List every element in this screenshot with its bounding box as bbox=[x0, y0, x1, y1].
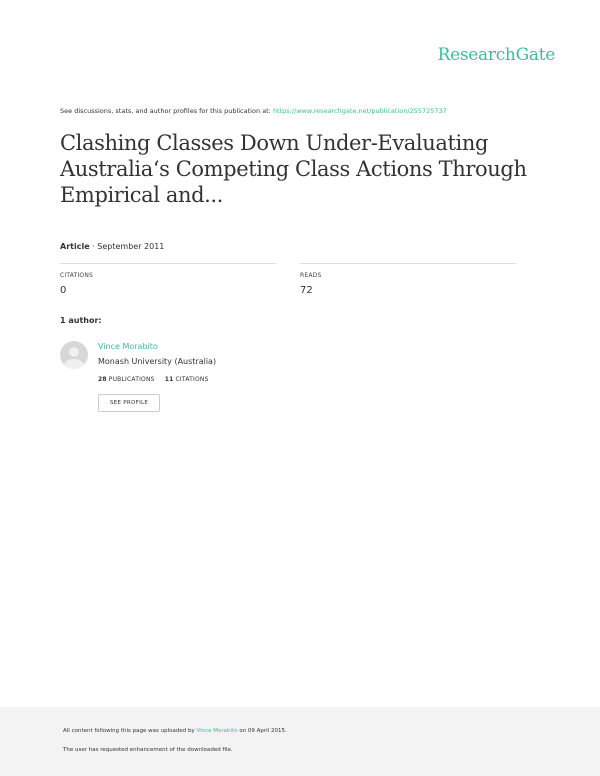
citations-value: 0 bbox=[60, 285, 67, 296]
meta-separator: · bbox=[92, 242, 95, 251]
publication-title: Clashing Classes Down Under-Evaluating Australia‘s Competing Class Actions Through Empirical and... bbox=[60, 131, 527, 207]
reads-value: 72 bbox=[300, 285, 313, 296]
discussion-prefix: See discussions, stats, and author profiles for this publication at: bbox=[60, 107, 271, 115]
author-citations-count: 11 bbox=[164, 376, 174, 383]
author-avatar-icon[interactable] bbox=[60, 341, 88, 369]
uploader-link[interactable]: Vince Morabito bbox=[196, 728, 238, 734]
reads-stat bbox=[300, 263, 516, 296]
author-publications-count: 28 bbox=[98, 376, 107, 383]
discussion-line bbox=[60, 107, 447, 115]
publication-type: Article bbox=[60, 242, 90, 251]
citations-label: CITATIONS bbox=[60, 272, 94, 279]
author-publications-label: PUBLICATIONS bbox=[108, 376, 155, 383]
author-name-link[interactable]: Vince Morabito bbox=[98, 342, 158, 351]
avatar-head-shape bbox=[69, 347, 79, 357]
reads-label: READS bbox=[300, 272, 322, 279]
enhancement-note: The user has requested enhancement of the downloaded file. bbox=[63, 747, 233, 753]
upload-prefix: All content following this page was uploaded by bbox=[63, 728, 195, 734]
author-citations-label: CITATIONS bbox=[175, 376, 209, 383]
publication-url-link[interactable]: https://www.researchgate.net/publication/255725737 bbox=[272, 107, 447, 115]
publication-meta bbox=[60, 242, 164, 251]
researchgate-logo[interactable]: ResearchGate bbox=[437, 45, 555, 65]
author-institution: Monash University (Australia) bbox=[98, 357, 217, 366]
publication-date: September 2011 bbox=[97, 242, 165, 251]
footer bbox=[0, 707, 600, 776]
citations-stat bbox=[60, 263, 276, 296]
upload-note bbox=[63, 728, 287, 734]
upload-suffix: on 09 April 2015. bbox=[239, 728, 287, 734]
see-profile-button[interactable]: SEE PROFILE bbox=[98, 394, 160, 412]
author-stats bbox=[98, 376, 209, 383]
avatar-shoulders-shape bbox=[64, 359, 84, 369]
authors-heading: 1 author: bbox=[60, 316, 102, 325]
